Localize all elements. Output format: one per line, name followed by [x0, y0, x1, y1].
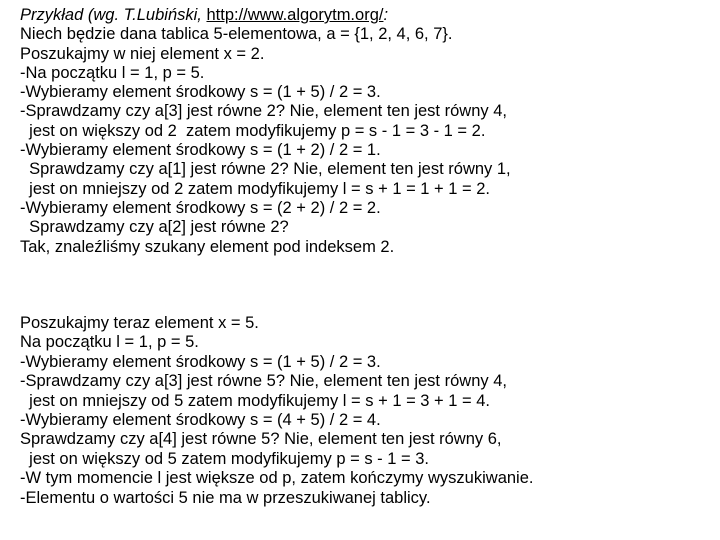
intro-suffix: :: [383, 6, 389, 24]
example-1-text: [20, 6, 511, 257]
text-line: jest on większy od 2 zatem modyfikujemy p = s - 1 = 3 - 1 = 2.: [20, 121, 486, 140]
text-line: -W tym momencie l jest większe od p, zatem kończymy wyszukiwanie.: [20, 469, 534, 488]
text-line: -Wybieramy element środkowy s = (1 + 5) / 2 = 3.: [20, 352, 381, 371]
example-2-text: [20, 314, 533, 508]
text-line: Sprawdzamy czy a[2] jest równe 2?: [20, 218, 289, 237]
source-link[interactable]: http://www.algorytm.org/: [206, 6, 384, 24]
intro-prefix: Przykład (wg. T.Lubiński,: [20, 6, 207, 24]
text-line: -Elementu o wartości 5 nie ma w przeszukiwanej tablicy.: [20, 488, 431, 507]
text-line: Poszukajmy w niej element x = 2.: [20, 44, 265, 63]
text-line: Sprawdzamy czy a[1] jest równe 2? Nie, element ten jest równy 1,: [20, 160, 511, 179]
text-line: -Wybieramy element środkowy s = (4 + 5) / 2 = 4.: [20, 410, 381, 429]
intro-line: [20, 6, 511, 25]
text-line: jest on większy od 5 zatem modyfikujemy p = s - 1 = 3.: [20, 449, 430, 468]
text-line: -Sprawdzamy czy a[3] jest równe 2? Nie, element ten jest równy 4,: [20, 102, 507, 121]
text-line: -Na początku l = 1, p = 5.: [20, 63, 205, 82]
text-line: -Wybieramy element środkowy s = (1 + 5) / 2 = 3.: [20, 83, 381, 102]
text-line: jest on mniejszy od 5 zatem modyfikujemy l = s + 1 = 3 + 1 = 4.: [20, 391, 491, 410]
text-line: Poszukajmy teraz element x = 5.: [20, 314, 259, 332]
text-line: Niech będzie dana tablica 5-elementowa, a = {1, 2, 4, 6, 7}.: [20, 25, 453, 44]
text-line: Sprawdzamy czy a[4] jest równe 5? Nie, element ten jest równy 6,: [20, 430, 502, 449]
text-line: -Wybieramy element środkowy s = (2 + 2) / 2 = 2.: [20, 198, 381, 217]
text-line: jest on mniejszy od 2 zatem modyfikujemy l = s + 1 = 1 + 1 = 2.: [20, 179, 491, 198]
text-line: -Sprawdzamy czy a[3] jest równe 5? Nie, element ten jest równy 4,: [20, 372, 507, 391]
text-line: -Wybieramy element środkowy s = (1 + 2) / 2 = 1.: [20, 141, 381, 160]
text-line: Na początku l = 1, p = 5.: [20, 333, 199, 352]
text-line: Tak, znaleźliśmy szukany element pod indeksem 2.: [20, 237, 395, 256]
